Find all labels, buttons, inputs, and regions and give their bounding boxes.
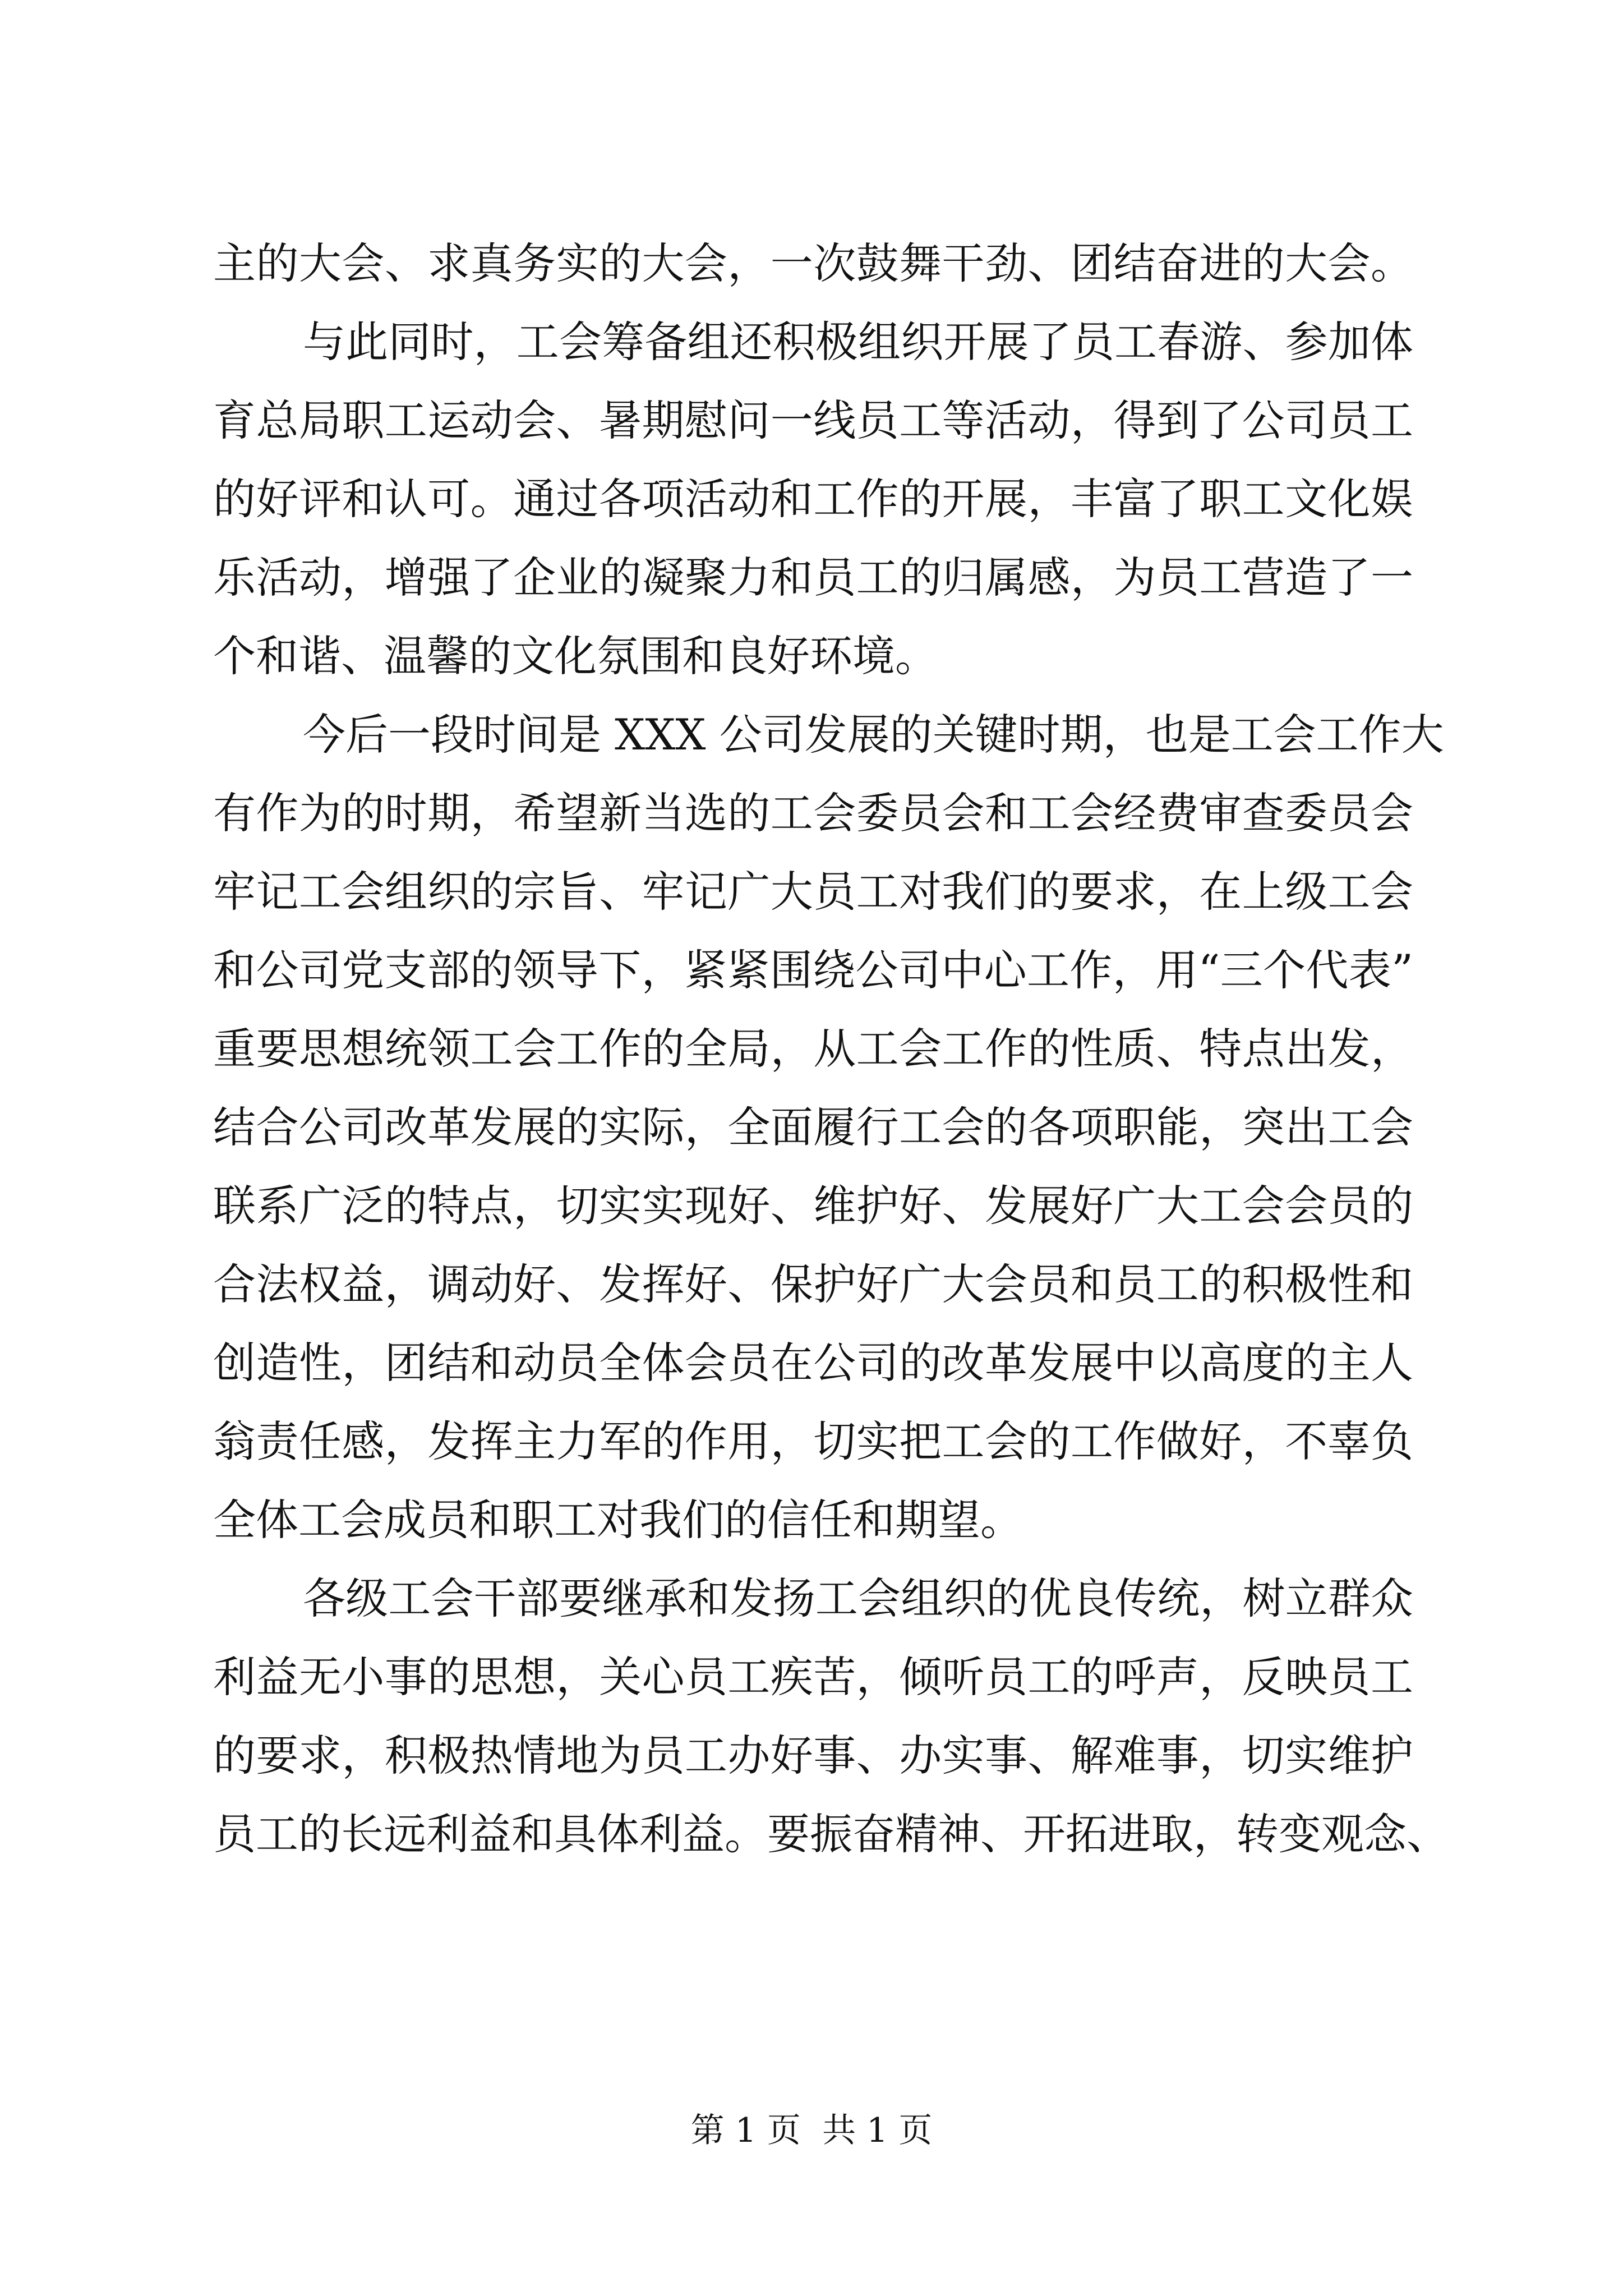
body-line: 翁责任感，发挥主力军的作用，切实把工会的工作做好，不辜负	[213, 1416, 1413, 1466]
paragraph-first-line: 与此同时，工会筹备组还积极组织开展了员工春游、参加体	[303, 317, 1413, 367]
body-line: 合法权益，调动好、发挥好、保护好广大会员和员工的积极性和	[213, 1259, 1413, 1309]
paragraph-first-line: 各级工会干部要继承和发扬工会组织的优良传统，树立群众	[303, 1573, 1413, 1623]
body-line: 创造性，团结和动员全体会员在公司的改革发展中以高度的主人	[213, 1338, 1413, 1388]
body-line: 和公司党支部的领导下，紧紧围绕公司中心工作，用“三个代表”	[213, 945, 1413, 995]
body-line: 利益无小事的思想，关心员工疾苦，倾听员工的呼声，反映员工	[213, 1652, 1413, 1702]
body-line: 育总局职工运动会、暑期慰问一线员工等活动，得到了公司员工	[213, 395, 1413, 445]
body-line: 重要思想统领工会工作的全局，从工会工作的性质、特点出发，	[213, 1024, 1413, 1074]
body-line: 的好评和认可。通过各项活动和工作的开展，丰富了职工文化娱	[213, 474, 1413, 524]
paragraph-first-line: 今后一段时间是 XXX 公司发展的关键时期，也是工会工作大	[303, 710, 1444, 760]
body-line: 结合公司改革发展的实际，全面履行工会的各项职能，突出工会	[213, 1102, 1413, 1152]
body-line: 的要求，积极热情地为员工办好事、办实事、解难事，切实维护	[213, 1731, 1413, 1780]
body-line: 牢记工会组织的宗旨、牢记广大员工对我们的要求，在上级工会	[213, 867, 1413, 917]
body-line: 全体工会成员和职工对我们的信任和期望。	[213, 1495, 1023, 1545]
body-line: 员工的长远利益和具体利益。要振奋精神、开拓进取，转变观念、	[213, 1809, 1449, 1859]
body-line: 联系广泛的特点，切实实现好、维护好、发展好广大工会会员的	[213, 1181, 1413, 1231]
page-footer: 第 1 页 共 1 页	[690, 2111, 933, 2150]
body-line: 个和谐、温馨的文化氛围和良好环境。	[213, 631, 938, 681]
body-line: 主的大会、求真务实的大会，一次鼓舞干劲、团结奋进的大会。	[213, 238, 1413, 288]
body-line: 有作为的时期，希望新当选的工会委员会和工会经费审查委员会	[213, 788, 1413, 838]
body-line: 乐活动，增强了企业的凝聚力和员工的归属感，为员工营造了一	[213, 553, 1413, 602]
